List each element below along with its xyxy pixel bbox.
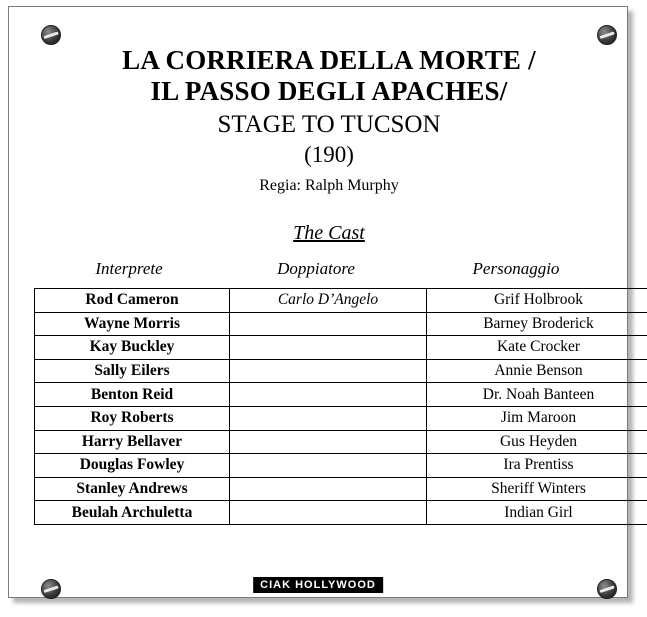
cell-interprete: Douglas Fowley [35, 454, 230, 478]
cell-interprete: Roy Roberts [35, 406, 230, 430]
cell-personaggio: Jim Maroon [427, 406, 647, 430]
column-header-interprete: Interprete [95, 259, 163, 278]
screw-head-bottom-right-icon [597, 579, 617, 599]
cell-personaggio: Annie Benson [427, 359, 647, 383]
release-year: (190) [304, 142, 354, 167]
table-row [35, 477, 647, 501]
cell-personaggio: Ira Prentiss [427, 454, 647, 478]
cell-doppiatore [230, 501, 427, 525]
cell-doppiatore [230, 477, 427, 501]
page-subtitle: STAGE TO TUCSON [217, 111, 441, 138]
cell-personaggio: Dr. Noah Banteen [427, 383, 647, 407]
cell-doppiatore [230, 454, 427, 478]
table-row [35, 289, 647, 313]
cell-personaggio: Sheriff Winters [427, 477, 647, 501]
cell-doppiatore [230, 430, 427, 454]
cell-personaggio: Barney Broderick [427, 312, 647, 336]
cell-interprete: Sally Eilers [35, 359, 230, 383]
table-row [35, 383, 647, 407]
title-block [37, 45, 621, 245]
cell-personaggio: Gus Heyden [427, 430, 647, 454]
column-header-personaggio: Personaggio [472, 259, 560, 278]
cell-interprete: Wayne Morris [35, 312, 230, 336]
cell-interprete: Stanley Andrews [35, 477, 230, 501]
director-credit: Regia: Ralph Murphy [259, 177, 399, 194]
cast-section-heading: The Cast [293, 222, 365, 244]
table-row [35, 336, 647, 360]
table-row [35, 312, 647, 336]
cell-interprete: Beulah Archuletta [35, 501, 230, 525]
cell-doppiatore [230, 336, 427, 360]
cell-interprete: Benton Reid [35, 383, 230, 407]
cell-interprete: Rod Cameron [35, 289, 230, 313]
column-header-doppiatore: Doppiatore [277, 259, 355, 278]
table-row [35, 406, 647, 430]
table-row [35, 501, 647, 525]
document-sheet [8, 6, 628, 598]
cell-interprete: Harry Bellaver [35, 430, 230, 454]
table-row [35, 359, 647, 383]
table-row [35, 430, 647, 454]
cell-doppiatore: Carlo D’Angelo [230, 289, 427, 313]
footer-logo: CIAK HOLLYWOOD [253, 577, 383, 593]
cell-interprete: Kay Buckley [35, 336, 230, 360]
cell-doppiatore [230, 406, 427, 430]
screw-head-top-left-icon [41, 25, 61, 45]
cell-personaggio: Grif Holbrook [427, 289, 647, 313]
cell-doppiatore [230, 359, 427, 383]
cast-table [34, 288, 647, 525]
cell-doppiatore [230, 383, 427, 407]
cell-personaggio: Kate Crocker [427, 336, 647, 360]
cell-doppiatore [230, 312, 427, 336]
screw-head-top-right-icon [597, 25, 617, 45]
table-column-headers [37, 259, 621, 279]
page-title-line-1: LA CORRIERA DELLA MORTE / [122, 45, 536, 75]
page-title-line-2: IL PASSO DEGLI APACHES/ [150, 76, 508, 106]
table-row [35, 454, 647, 478]
screw-head-bottom-left-icon [41, 579, 61, 599]
cell-personaggio: Indian Girl [427, 501, 647, 525]
